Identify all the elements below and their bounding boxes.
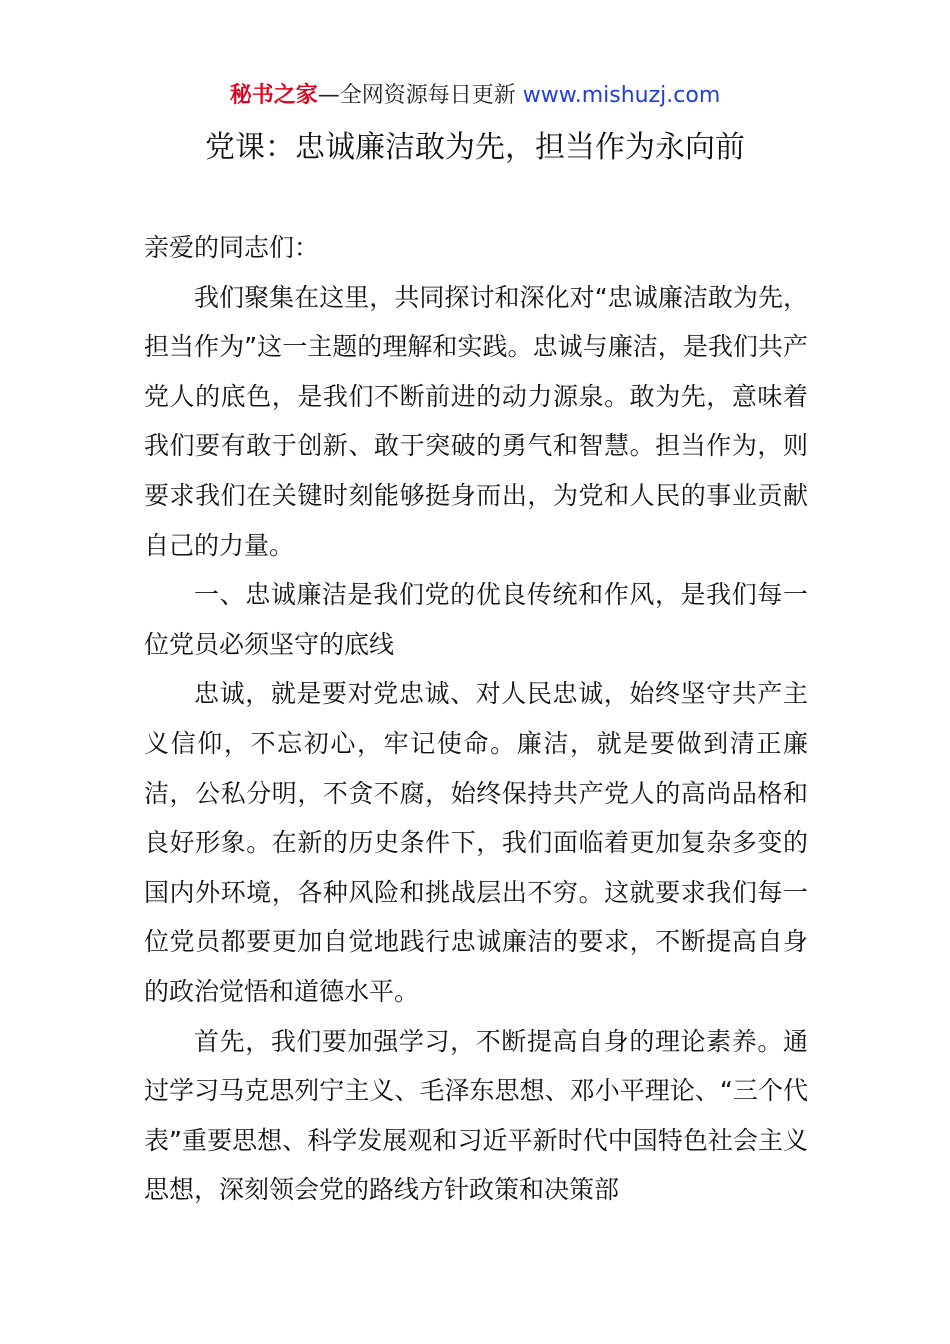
- brand-name: 秘书之家: [229, 83, 318, 108]
- site-url[interactable]: www.mishuzj.com: [522, 83, 721, 108]
- paragraph-study: 首先，我们要加强学习，不断提高自身的理论素养。通过学习马克思列宁主义、毛泽东思想、邓小平理论、“三个代表”重要思想、科学发展观和习近平新时代中国特色社会主义思想，深刻领会党的路线方针政策和决策部: [144, 1026, 808, 1205]
- document-body: [144, 223, 808, 1215]
- paragraph-loyalty: 忠诚，就是要对党忠诚、对人民忠诚，始终坚守共产主义信仰，不忘初心，牢记使命。廉洁，就是要做到清正廉洁，公私分明，不贪不腐，始终保持共产党人的高尚品格和良好形象。在新的历史条件下，我们面临着更加复杂多变的国内外环境，各种风险和挑战层出不穷。这就要求我们每一位党员都要更加自觉地践行忠诚廉洁的要求，不断提高自身的政治觉悟和道德水平。: [144, 679, 808, 1006]
- salutation: 亲爱的同志们：: [144, 233, 320, 262]
- document-title: 党课：忠诚廉洁敢为先，担当作为永向前: [205, 130, 745, 165]
- site-banner: [0, 80, 950, 112]
- banner-tagline: —全网资源每日更新: [317, 83, 516, 108]
- paragraph-intro: 我们聚集在这里，共同探讨和深化对“忠诚廉洁敢为先，担当作为”这一主题的理解和实践。忠诚与廉洁，是我们共产党人的底色，是我们不断前进的动力源泉。敢为先，意味着我们要有敢于创新、敢于突破的勇气和智慧。担当作为，则要求我们在关键时刻能够挺身而出，为党和人民的事业贡献自己的力量。: [144, 282, 808, 560]
- section-heading-1: 一、忠诚廉洁是我们党的优良传统和作风，是我们每一位党员必须坚守的底线: [144, 580, 808, 659]
